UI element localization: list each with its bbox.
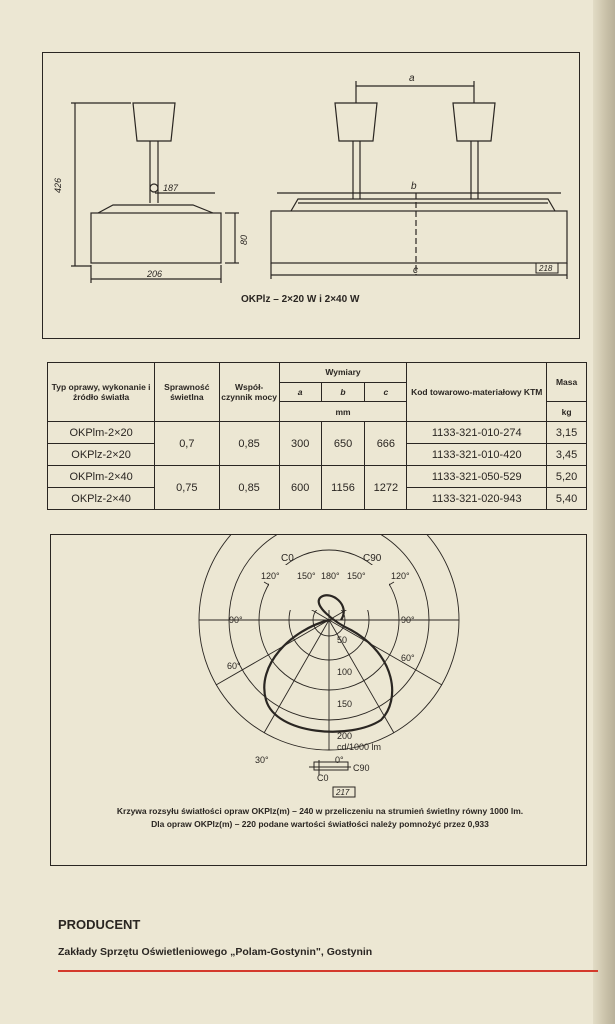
angle-150-right: 150° [347,571,366,581]
dim-b: b [411,181,417,192]
caption-line-1: Krzywa rozsyłu światłości opraw OKPlz(m) – 240 w przeliczeniu na strumień świetlny równy 1000 lm. [116,806,524,816]
figure1-title: OKPlz – 2×20 W i 2×40 W [241,294,360,305]
label-c90: C90 [363,553,382,564]
header-dimensions: Wymiary [279,363,407,383]
angle-180: 180° [321,571,340,581]
row-type: OKPlm-2×20 [48,422,155,444]
row-type: OKPlz-2×20 [48,444,155,466]
ring-100: 100 [337,667,353,677]
figure2-caption [70,805,570,831]
angle-90-right: 90° [401,615,415,625]
specification-table [47,362,587,510]
angle-30-left: 30° [255,755,269,765]
dim-c-value: 1272 [365,466,407,510]
dim-a: a [409,73,415,84]
figure-number-218: 218 [539,264,553,273]
efficiency-value: 0,7 [155,422,219,466]
figure-number-217: 217 [336,788,350,797]
ktm-value: 1133-321-050-529 [407,466,547,488]
legend-c90: C90 [353,763,370,773]
dim-187: 187 [163,183,179,193]
lamp-head-side [133,103,175,141]
label-c0: C0 [281,553,294,564]
housing-top-side [98,205,213,213]
dim-c: c [413,265,418,276]
angle-120-left: 120° [261,571,280,581]
mass-value: 5,20 [547,466,587,488]
header-c: c [365,382,407,402]
housing-side [91,213,221,263]
dim-426: 426 [53,177,63,193]
ring-150: 150 [337,699,353,709]
header-kg: kg [547,402,587,422]
ring-200: 200 [337,731,353,741]
lamp-head-right [453,103,495,141]
mass-value: 3,15 [547,422,587,444]
joint-side [150,184,158,192]
producer-name: Zakłady Sprzętu Oświetleniowego „Polam-Gostynin", Gostynin [58,946,373,958]
page-edge [593,0,615,1024]
housing-top-front [291,199,555,211]
dim-c-value: 666 [365,422,407,466]
row-type: OKPlm-2×40 [48,466,155,488]
dim-80: 80 [239,234,249,245]
ring-50: 50 [337,635,348,645]
distribution-curve [264,595,392,731]
table-row [48,466,587,488]
red-divider [58,970,598,972]
dim-b-value: 1156 [321,466,365,510]
caption-line-2: Dla opraw OKPlz(m) – 220 podane wartości światłości należy pomnożyć przez 0,933 [151,819,489,829]
dim-a-value: 300 [279,422,321,466]
angle-120-right: 120° [391,571,410,581]
table-row [48,422,587,444]
dim-206: 206 [147,269,163,279]
efficiency-value: 0,75 [155,466,219,510]
angle-0: 0° [335,755,344,765]
ktm-value: 1133-321-010-420 [407,444,547,466]
header-mass: Masa [547,363,587,402]
angle-60-left: 60° [227,661,241,671]
header-type: Typ oprawy, wykonanie i źródło światła [48,363,155,422]
mass-value: 3,45 [547,444,587,466]
header-power-factor: Współ-czynnik mocy [219,363,279,422]
mass-value: 5,40 [547,488,587,510]
header-efficiency: Sprawność świetlna [155,363,219,422]
dim-a-value: 600 [279,466,321,510]
lamp-head-left [335,103,377,141]
header-a: a [279,382,321,402]
unit-label: cd/1000 lm [337,742,382,752]
row-type: OKPlz-2×40 [48,488,155,510]
housing-front [271,211,567,263]
angle-60-right: 60° [401,653,415,663]
angle-150-left: 150° [297,571,316,581]
luminaire-drawing [43,53,579,338]
ktm-value: 1133-321-020-943 [407,488,547,510]
producer-label: PRODUCENT [58,917,141,932]
power-factor-value: 0,85 [219,422,279,466]
legend-c0: C0 [317,773,329,783]
drawing-frame [42,52,580,339]
header-b: b [321,382,365,402]
dim-b-value: 650 [321,422,365,466]
ktm-value: 1133-321-010-274 [407,422,547,444]
power-factor-value: 0,85 [219,466,279,510]
header-mm: mm [279,402,407,422]
header-ktm: Kod towarowo-materiałowy KTM [407,363,547,422]
angle-90-left: 90° [229,615,243,625]
